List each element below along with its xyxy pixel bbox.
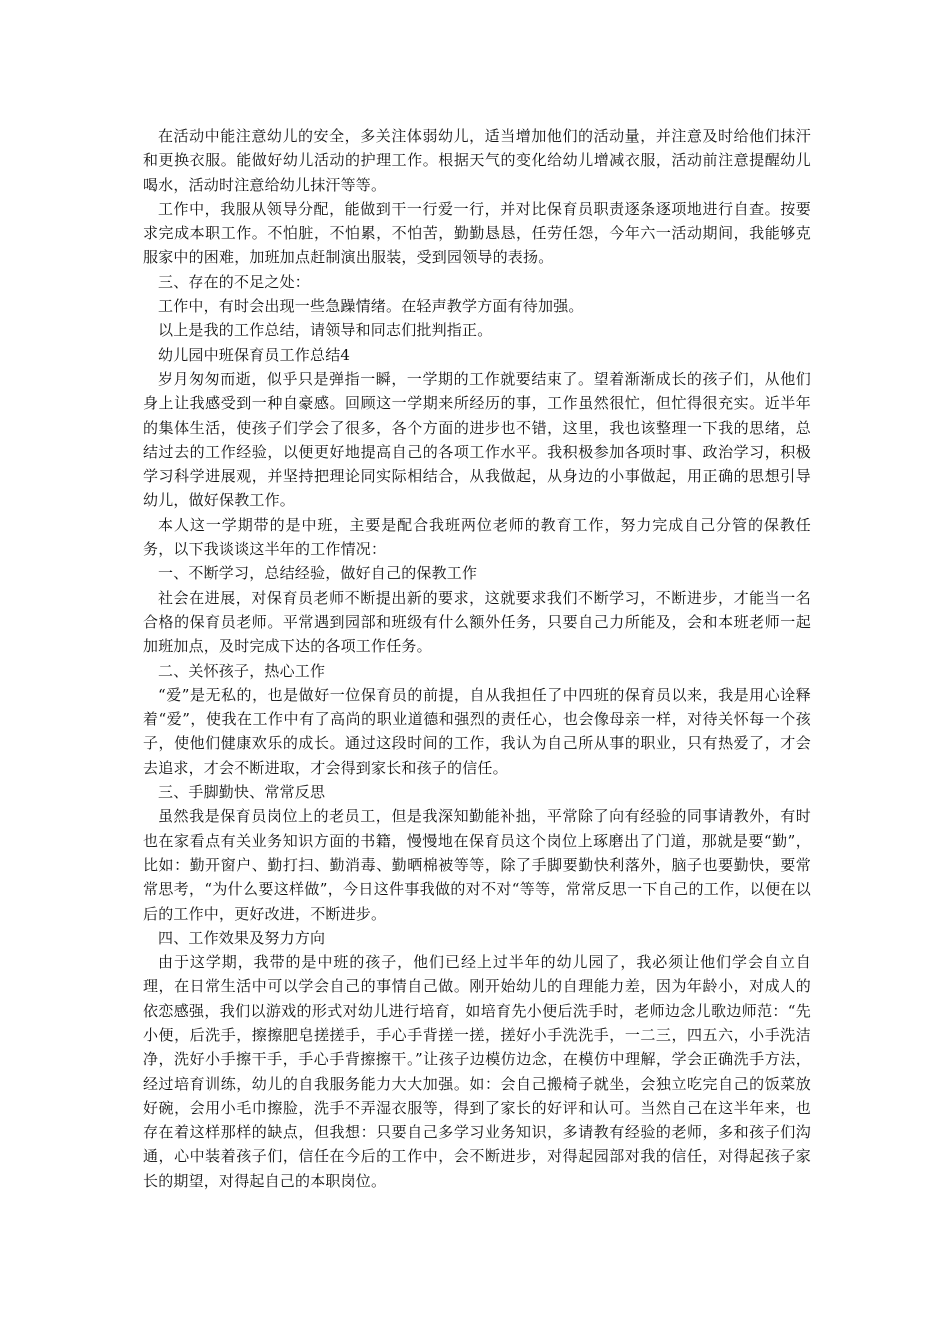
section-title: 幼儿园中班保育员工作总结4 [158, 345, 351, 364]
paragraph-overview: 本人这一学期带的是中班，主要是配合我班两位老师的教育工作，努力完成自己分管的保教任务，以下我谈谈这半年的工作情况： [143, 515, 811, 559]
paragraph-shortcomings: 工作中，有时会出现一些急躁情绪。在轻声教学方面有待加强。 [158, 297, 584, 316]
paragraph-closing: 以上是我的工作总结，请领导和同志们批判指正。 [158, 321, 493, 340]
paragraph-duty: 工作中，我服从领导分配，能做到干一行爱一行，并对比保育员职责逐条逐项地进行自查。按要求完成本职工作。不怕脏，不怕累，不怕苦，勤勤恳恳，任劳任怨，今年六一活动期间，我能够克服家中的困难，加班加点赶制演出服装，受到园领导的表扬。 [143, 199, 811, 267]
paragraph-care: “爱”是无私的，也是做好一位保育员的前提，自从我担任了中四班的保育员以来，我是用心诠释着“爱”，使我在工作中有了高尚的职业道德和强烈的责任心，也会像母亲一样，对待关怀每一个孩子，使他们健康欢乐的成长。通过这段时间的工作，我认为自己所从事的职业，只有热爱了，才会去追求，才会不断进取，才会得到家长和孩子的信任。 [143, 685, 811, 777]
document-body [143, 124, 811, 1193]
paragraph-learning: 社会在进展，对保育员老师不断提出新的要求，这就要求我们不断学习，不断进步，才能当一名合格的保育员老师。平常遇到园部和班级有什么额外任务，只要自己力所能及，会和本班老师一起加班加点，及时完成下达的各项工作任务。 [143, 588, 811, 656]
paragraph-intro: 岁月匆匆而逝，似乎只是弹指一瞬，一学期的工作就要结束了。望着渐渐成长的孩子们，从他们身上让我感受到一种自豪感。回顾这一学期来所经历的事，工作虽然很忙，但忙得很充实。近半年的集体生活，使孩子们学会了很多，各个方面的进步也不错，这里，我也该整理一下我的思绪，总结过去的工作经验，以便更好地提高自己的各项工作水平。我积极参加各项时事、政治学习，积极学习科学进展观，并坚持把理论同实际相结合，从我做起，从身边的小事做起，用正确的思想引导幼儿，做好保教工作。 [143, 369, 811, 510]
heading-learning: 一、不断学习，总结经验，做好自己的保教工作 [158, 564, 478, 583]
heading-diligence: 三、手脚勤快、常常反思 [158, 783, 326, 802]
heading-shortcomings: 三、存在的不足之处： [158, 272, 311, 291]
paragraph-safety: 在活动中能注意幼儿的安全，多关注体弱幼儿，适当增加他们的活动量，并注意及时给他们抹汗和更换衣服。能做好幼儿活动的护理工作。根据天气的变化给幼儿增减衣服，活动前注意提醒幼儿喝水，活动时注意给幼儿抹汗等等。 [143, 127, 811, 194]
paragraph-diligence: 虽然我是保育员岗位上的老员工，但是我深知勤能补拙，平常除了向有经验的同事请教外，有时也在家看点有关业务知识方面的书籍，慢慢地在保育员这个岗位上琢磨出了门道，那就是要“勤”，比如：勤开窗户、勤打扫、勤消毒、勤晒棉被等等，除了手脚要勤快利落外，脑子也要勤快，要常常思考，“为什么要这样做”，今日这件事我做的对不对“等等，常常反思一下自己的工作，以便在以后的工作中，更好改进，不断进步。 [143, 807, 811, 923]
paragraph-results: 由于这学期，我带的是中班的孩子，他们已经上过半年的幼儿园了，我必须让他们学会自立自理，在日常生活中可以学会自己的事情自己做。刚开始幼儿的自理能力差，因为年龄小，对成人的依恋感强，我们以游戏的形式对幼儿进行培育，如培育先小便后洗手时，老师边念儿歌边师范：“先小便，后洗手，擦擦肥皂搓搓手，手心手背搓一搓，搓好小手洗洗手，一二三，四五六，小手洗洁净，洗好小手擦干手，手心手背擦擦干。”让孩子边模仿边念，在模仿中理解，学会正确洗手方法，经过培育训练，幼儿的自我服务能力大大加强。如：会自己搬椅子就坐，会独立吃完自己的饭菜放好碗，会用小毛巾擦脸，洗手不弄湿衣服等，得到了家长的好评和认可。当然自己在这半年来，也存在着这样那样的缺点，但我想：只要自己多学习业务知识，多请教有经验的老师，多和孩子们沟通，心中装着孩子们，信任在今后的工作中，会不断进步，对得起园部对我的信任，对得起孩子家长的期望，对得起自己的本职岗位。 [143, 953, 811, 1190]
heading-care: 二、关怀孩子，热心工作 [158, 661, 326, 680]
heading-results: 四、工作效果及努力方向 [158, 928, 326, 947]
